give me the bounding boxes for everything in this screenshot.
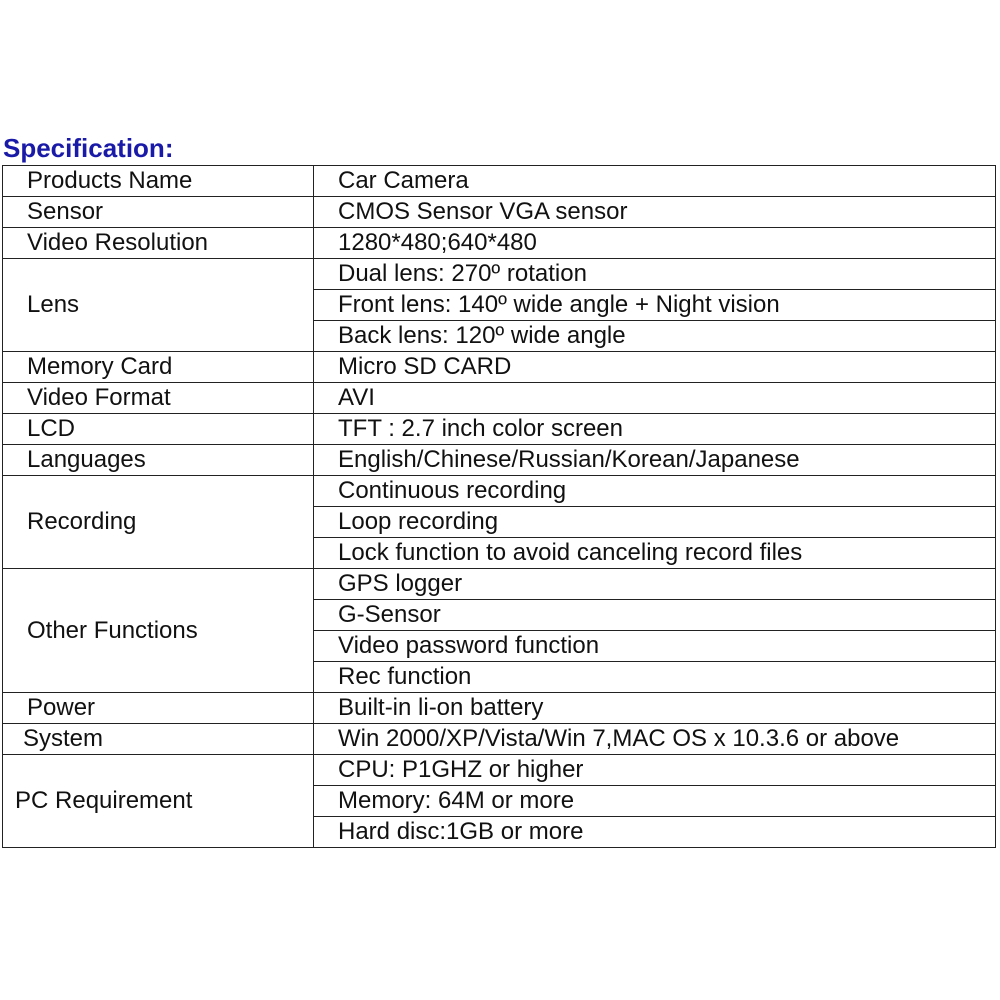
spec-value: G-Sensor (314, 600, 996, 631)
table-row (3, 228, 996, 259)
table-row (3, 445, 996, 476)
spec-label: Power (3, 693, 314, 724)
table-row (3, 166, 996, 197)
table-row (3, 569, 996, 600)
spec-value: Rec function (314, 662, 996, 693)
spec-value: Back lens: 120º wide angle (314, 321, 996, 352)
spec-label: Video Format (3, 383, 314, 414)
table-row (3, 414, 996, 445)
spec-value: Car Camera (314, 166, 996, 197)
spec-value: 1280*480;640*480 (314, 228, 996, 259)
spec-value: English/Chinese/Russian/Korean/Japanese (314, 445, 996, 476)
spec-label: Other Functions (3, 569, 314, 693)
spec-value: Lock function to avoid canceling record files (314, 538, 996, 569)
spec-value: AVI (314, 383, 996, 414)
spec-value: Hard disc:1GB or more (314, 817, 996, 848)
table-row (3, 724, 996, 755)
spec-value: TFT : 2.7 inch color screen (314, 414, 996, 445)
spec-value: Dual lens: 270º rotation (314, 259, 996, 290)
spec-label: Languages (3, 445, 314, 476)
spec-label: Products Name (3, 166, 314, 197)
table-row (3, 259, 996, 290)
table-row (3, 476, 996, 507)
table-row (3, 693, 996, 724)
spec-value: Memory: 64M or more (314, 786, 996, 817)
spec-value: Built-in li-on battery (314, 693, 996, 724)
specification-table (2, 165, 996, 848)
spec-value: Front lens: 140º wide angle + Night vision (314, 290, 996, 321)
spec-value: Micro SD CARD (314, 352, 996, 383)
spec-value: GPS logger (314, 569, 996, 600)
spec-label: Recording (3, 476, 314, 569)
spec-label: Lens (3, 259, 314, 352)
spec-label: System (3, 724, 314, 755)
spec-label: LCD (3, 414, 314, 445)
spec-value: Video password function (314, 631, 996, 662)
table-row (3, 383, 996, 414)
spec-label: Video Resolution (3, 228, 314, 259)
table-row (3, 755, 996, 786)
spec-value: Loop recording (314, 507, 996, 538)
table-row (3, 352, 996, 383)
spec-label: Memory Card (3, 352, 314, 383)
table-row (3, 197, 996, 228)
spec-value: CMOS Sensor VGA sensor (314, 197, 996, 228)
spec-value: Win 2000/XP/Vista/Win 7,MAC OS x 10.3.6 or above (314, 724, 996, 755)
spec-value: CPU: P1GHZ or higher (314, 755, 996, 786)
spec-label: Sensor (3, 197, 314, 228)
spec-label: PC Requirement (3, 755, 314, 848)
page-title: Specification: (3, 133, 174, 163)
spec-value: Continuous recording (314, 476, 996, 507)
